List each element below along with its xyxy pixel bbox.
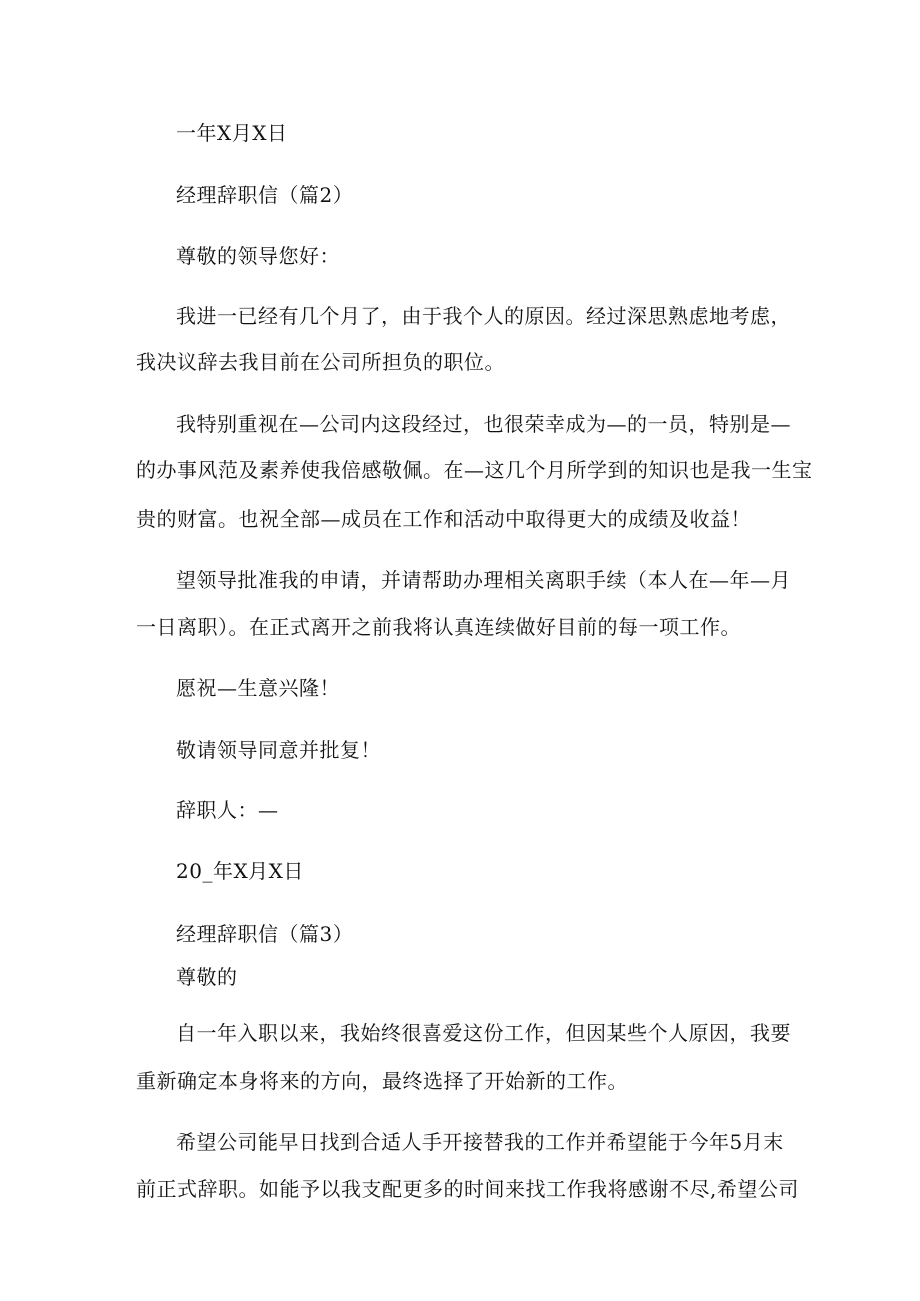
request-line: 敬请领导同意并批复！ [176, 738, 381, 762]
greeting-line: 尊敬的 [176, 965, 238, 989]
paragraph-line: 前正式辞职。如能予以我支配更多的时间来找工作我将感谢不尽,希望公司 [136, 1177, 799, 1201]
paragraph-line: 的办事风范及素养使我倍感敬佩。在—这几个月所学到的知识也是我一生宝 [136, 458, 813, 482]
paragraph-line: 我进一已经有几个月了，由于我个人的原因。经过深思熟虑地考虑， [176, 304, 791, 328]
letter-title: 经理辞职信（篇3） [176, 922, 354, 946]
paragraph-line: 我特别重视在—公司内这段经过，也很荣幸成为—的一员，特别是— [176, 412, 791, 436]
signer-line: 辞职人：— [176, 798, 279, 822]
paragraph-line: 望领导批准我的申请，并请帮助办理相关离职手续（本人在—年—月 [176, 568, 791, 592]
date-line: 一年X月X日 [176, 121, 288, 145]
paragraph-line: 贵的财富。也祝全部—成员在工作和活动中取得更大的成绩及收益！ [136, 507, 751, 531]
paragraph-line: 我决议辞去我目前在公司所担负的职位。 [136, 350, 505, 374]
paragraph-line: 重新确定本身将来的方向，最终选择了开始新的工作。 [136, 1069, 628, 1093]
letter-title: 经理辞职信（篇2） [176, 183, 354, 207]
paragraph-line: 自一年入职以来，我始终很喜爱这份工作，但因某些个人原因，我要 [176, 1021, 791, 1045]
paragraph-line: 希望公司能早日找到合适人手开接替我的工作并希望能于今年5月末 [176, 1130, 784, 1154]
date-line: 20_年X月X日 [176, 859, 304, 883]
wish-line: 愿祝—生意兴隆！ [176, 676, 340, 700]
paragraph-line: 一日离职）。在正式离开之前我将认真连续做好目前的每一项工作。 [136, 615, 741, 639]
greeting-line: 尊敬的领导您好： [176, 244, 340, 268]
